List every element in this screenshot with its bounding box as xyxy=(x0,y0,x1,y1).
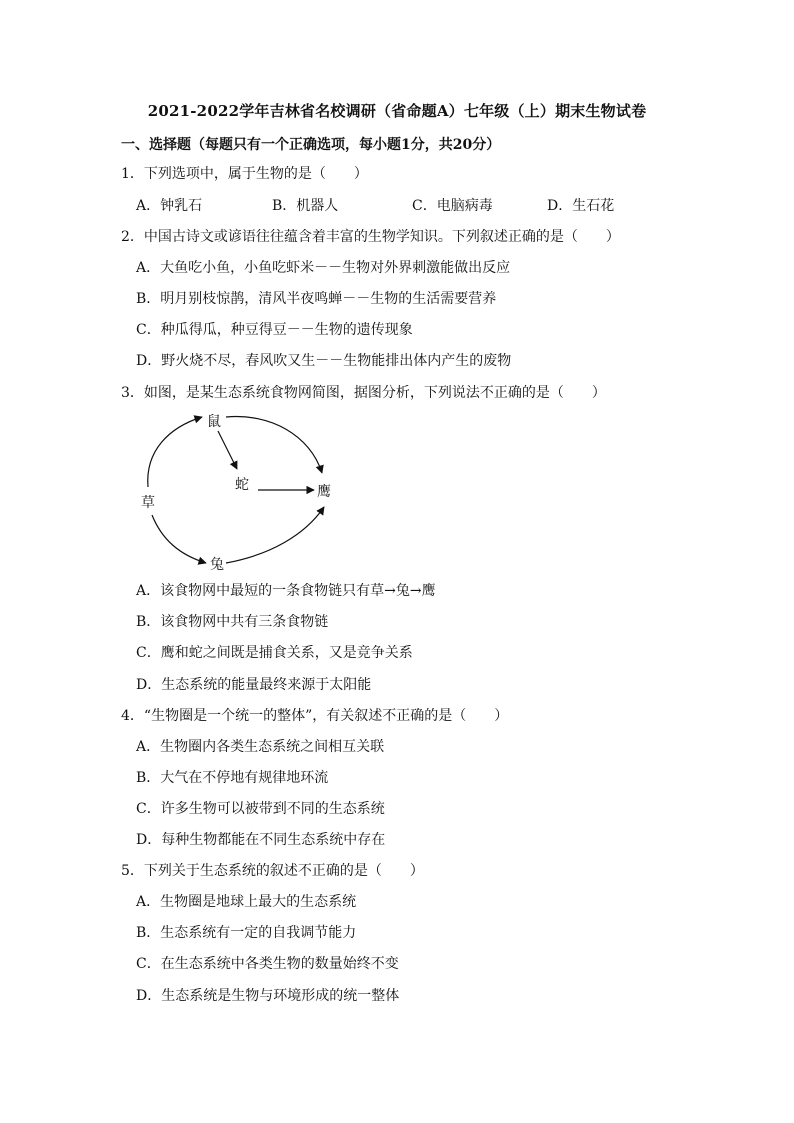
question-2-stem: 2．中国古诗文或谚语往往蕴含着丰富的生物学知识。下列叙述正确的是（ ） xyxy=(121,229,620,245)
arrow-mouse-to-snake xyxy=(218,431,237,469)
question-5-option-c: C．在生态系统中各类生物的数量始终不变 xyxy=(136,956,399,972)
node-rabbit: 兔 xyxy=(210,557,224,573)
node-grass: 草 xyxy=(141,495,155,511)
question-1-option-c: C．电脑病毒 xyxy=(412,198,493,214)
question-3-option-a: A．该食物网中最短的一条食物链只有草→兔→鹰 xyxy=(136,583,436,599)
question-3-option-d: D．生态系统的能量最终来源于太阳能 xyxy=(136,677,372,693)
question-5-option-a: A．生物圈是地球上最大的生态系统 xyxy=(136,894,357,910)
question-2-option-d: D．野火烧不尽，春风吹又生－－生物能排出体内产生的废物 xyxy=(136,353,512,369)
arrow-rabbit-to-eagle xyxy=(226,507,324,563)
question-1-option-b: B．机器人 xyxy=(272,198,339,214)
question-1-option-d: D．生石花 xyxy=(547,198,615,214)
question-5-option-b: B．生态系统有一定的自我调节能力 xyxy=(136,925,357,941)
question-5-option-d: D．生态系统是生物与环境形成的统一整体 xyxy=(136,988,400,1004)
question-4-option-c: C．许多生物可以被带到不同的生态系统 xyxy=(136,801,385,817)
node-mouse: 鼠 xyxy=(207,414,221,430)
question-4-stem: 4．“生物圈是一个统一的整体”，有关叙述不正确的是（ ） xyxy=(121,708,509,724)
page-title: 2021-2022学年吉林省名校调研（省命题A）七年级（上）期末生物试卷 xyxy=(147,102,647,120)
question-4-option-d: D．每种生物都能在不同生态系统中存在 xyxy=(136,832,386,848)
question-4-option-a: A．生物圈内各类生态系统之间相互关联 xyxy=(136,739,385,755)
question-3-option-c: C．鹰和蛇之间既是捕食关系，又是竞争关系 xyxy=(136,645,413,661)
question-3-stem: 3．如图，是某生态系统食物网简图，据图分析，下列说法不正确的是（ ） xyxy=(121,385,606,401)
question-2-option-c: C．种瓜得瓜，种豆得豆－－生物的遗传现象 xyxy=(136,322,413,338)
question-4-option-b: B．大气在不停地有规律地环流 xyxy=(136,770,329,786)
food-web-diagram xyxy=(130,405,350,580)
node-snake: 蛇 xyxy=(235,477,249,493)
section-heading: 一、选择题（每题只有一个正确选项，每小题1分，共20分） xyxy=(121,137,501,153)
question-1-options xyxy=(136,195,736,215)
question-1-stem: 1．下列选项中，属于生物的是（ ） xyxy=(121,166,368,182)
node-eagle: 鹰 xyxy=(317,484,331,500)
question-3-option-b: B．该食物网中共有三条食物链 xyxy=(136,614,329,630)
question-2-option-b: B．明月别枝惊鹊，清风半夜鸣蝉－－生物的生活需要营养 xyxy=(136,291,497,307)
arrow-mouse-to-eagle xyxy=(226,417,322,473)
question-5-stem: 5．下列关于生态系统的叙述不正确的是（ ） xyxy=(121,863,424,879)
arrow-grass-to-rabbit xyxy=(152,515,206,563)
arrow-grass-to-mouse xyxy=(148,417,202,487)
question-2-option-a: A．大鱼吃小鱼，小鱼吃虾米－－生物对外界刺激能做出反应 xyxy=(136,260,511,276)
question-1-option-a: A．钟乳石 xyxy=(136,198,203,214)
